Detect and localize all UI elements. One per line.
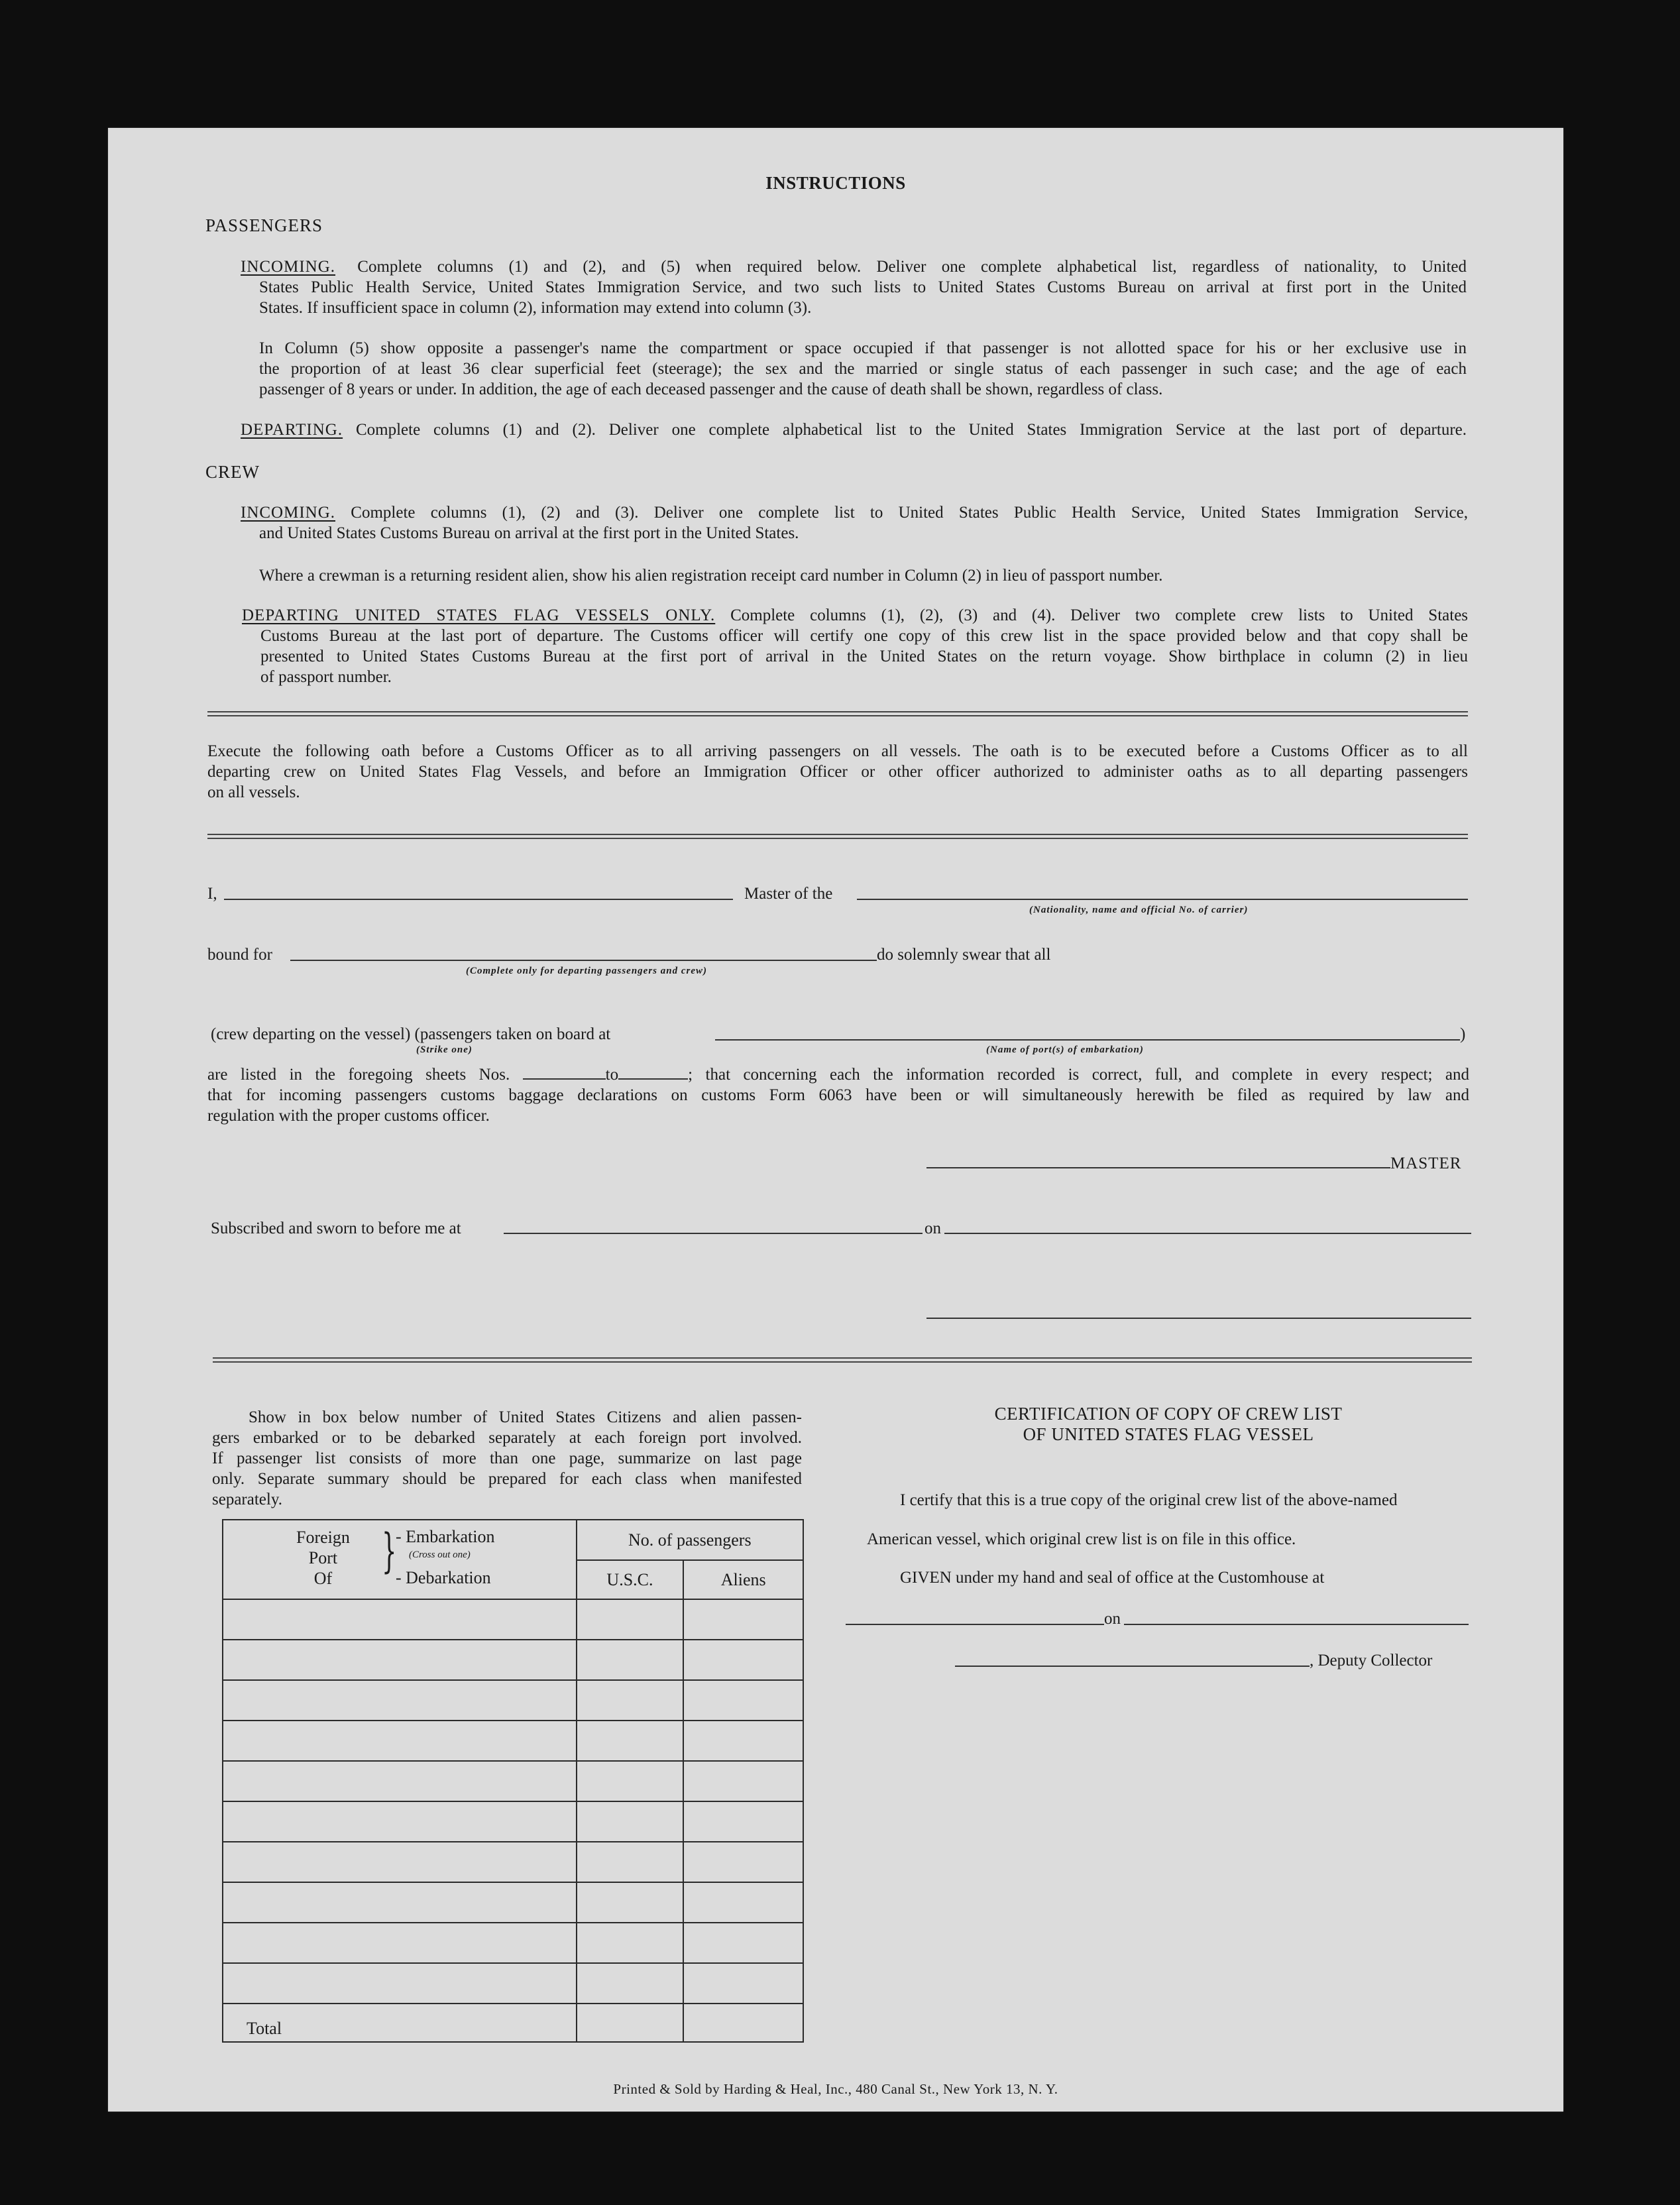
sheet-to-field[interactable] bbox=[618, 1066, 688, 1080]
total-row bbox=[223, 2004, 803, 2042]
customhouse-field[interactable] bbox=[846, 1624, 1104, 1625]
nationality-note: (Nationality, name and official No. of carrier) bbox=[1029, 905, 1249, 915]
sworn-place-field[interactable] bbox=[504, 1233, 923, 1234]
printer-footer: Printed & Sold by Harding & Heal, Inc., 480 Canal St., New York 13, N. Y. bbox=[613, 2081, 1058, 2097]
deputy-collector-label: , Deputy Collector bbox=[1310, 1652, 1433, 1669]
port-label: Port bbox=[308, 1548, 338, 1567]
crew-heading: CREW bbox=[205, 462, 260, 482]
foreign-label: Foreign bbox=[296, 1528, 350, 1547]
crew-departing-text4: of passport number. bbox=[260, 668, 392, 686]
table-row bbox=[223, 1640, 803, 1680]
certify-text1: I certify that this is a true copy of the original crew list of the above-named bbox=[900, 1491, 1398, 1509]
crew-departing-option: (crew departing on the vessel) (passengers taken on board at bbox=[211, 1025, 611, 1043]
bound-note: (Complete only for departing passengers and crew) bbox=[466, 966, 707, 976]
sheet-from-field[interactable] bbox=[523, 1066, 606, 1080]
column5-text3: passenger of 8 years or under. In addition, the age of each deceased passenger and the cause of death shall be shown, regardless of class. bbox=[259, 380, 1163, 398]
listed-text2: that for incoming passengers customs baggage declarations on customs Form 6063 have been or will simultaneously herewith be filed as required by law and bbox=[207, 1086, 1469, 1104]
section-divider bbox=[207, 834, 1468, 839]
certify-on-label: on bbox=[1104, 1610, 1121, 1628]
crew-incoming-text2: and United States Customs Bureau on arrival at the first port in the United States. bbox=[259, 524, 799, 542]
crew-departing-text2: Customs Bureau at the last port of departure. The Customs officer will certify one copy of this crew list in the space provided below and that copy shall be bbox=[260, 627, 1468, 645]
usc-cell[interactable] bbox=[577, 1842, 684, 1882]
foreign-port-header bbox=[223, 1520, 577, 1599]
embarkation-option[interactable]: - Embarkation bbox=[396, 1527, 495, 1546]
usc-total-cell[interactable] bbox=[577, 2004, 684, 2042]
aliens-cell[interactable] bbox=[683, 1923, 803, 1963]
total-label: Total bbox=[223, 2004, 577, 2042]
aliens-header: Aliens bbox=[683, 1560, 803, 1599]
passengers-departing-text: Complete columns (1) and (2). Deliver one complete alphabetical list to the United States Immigration Service at the last port of departure. bbox=[355, 421, 1467, 439]
passengers-incoming-block bbox=[241, 256, 1467, 318]
table-row bbox=[223, 1761, 803, 1801]
table-row bbox=[223, 1923, 803, 1963]
oath-intro-text2: departing crew on United States Flag Vessels, and before an Immigration Officer or other officer authorized to administer oaths as to all departing passengers bbox=[207, 763, 1468, 781]
summary-block bbox=[212, 1407, 802, 1510]
to-label: to bbox=[605, 1066, 619, 1084]
master-name-field[interactable] bbox=[224, 899, 733, 900]
oath-intro-text1: Execute the following oath before a Customs Officer as to all arriving passengers on all vessels. The oath is to be executed before a Customs Officer as to all bbox=[207, 742, 1468, 760]
oath-intro bbox=[207, 741, 1468, 803]
crew-incoming-block bbox=[241, 502, 1468, 543]
page-title: INSTRUCTIONS bbox=[765, 173, 906, 193]
port-note: (Name of port(s) of embarkation) bbox=[986, 1045, 1144, 1055]
officer-signature-field[interactable] bbox=[926, 1318, 1471, 1319]
port-cell[interactable] bbox=[223, 1640, 577, 1680]
aliens-total-cell[interactable] bbox=[683, 2004, 803, 2042]
column5-text1: In Column (5) show opposite a passenger's name the compartment or space occupied if that passenger is not allotted space for his or her exclusive use in bbox=[259, 339, 1467, 357]
passengers-incoming-text3: States. If insufficient space in column (2), information may extend into column (3). bbox=[259, 299, 812, 317]
summary-text4: only. Separate summary should be prepared for each class when manifested bbox=[212, 1470, 802, 1488]
aliens-cell[interactable] bbox=[683, 1963, 803, 2004]
certification-title-1: CERTIFICATION OF COPY OF CREW LIST bbox=[994, 1404, 1343, 1424]
aliens-cell[interactable] bbox=[683, 1680, 803, 1721]
close-paren: ) bbox=[1460, 1025, 1466, 1043]
aliens-cell[interactable] bbox=[683, 1801, 803, 1842]
crew-departing-block bbox=[242, 605, 1468, 687]
subscribed-label: Subscribed and sworn to before me at bbox=[211, 1219, 461, 1237]
section-divider bbox=[213, 1357, 1472, 1363]
debarkation-option[interactable]: - Debarkation bbox=[396, 1568, 491, 1587]
certify-text2: American vessel, which original crew list is on file in this office. bbox=[867, 1530, 1296, 1548]
passengers-heading: PASSENGERS bbox=[205, 215, 323, 235]
summary-text2: gers embarked or to be debarked separately at each foreign port involved. bbox=[212, 1429, 802, 1447]
certify-text3: GIVEN under my hand and seal of office at the Customhouse at bbox=[900, 1569, 1325, 1587]
usc-cell[interactable] bbox=[577, 1882, 684, 1923]
strike-note: (Strike one) bbox=[416, 1045, 473, 1055]
table-row bbox=[223, 1963, 803, 2004]
passengers-incoming-label: INCOMING. bbox=[241, 258, 336, 276]
passenger-summary-table bbox=[222, 1519, 804, 2043]
master-label: MASTER bbox=[1390, 1155, 1462, 1172]
summary-text1: Show in box below number of United States Citizens and alien passen- bbox=[249, 1408, 802, 1426]
oath-i-label: I, bbox=[207, 885, 217, 903]
sworn-on-label: on bbox=[924, 1219, 941, 1237]
passengers-departing-label: DEPARTING. bbox=[241, 421, 343, 439]
bound-for-field[interactable] bbox=[290, 960, 877, 961]
certify-date-field[interactable] bbox=[1124, 1624, 1469, 1625]
port-cell[interactable] bbox=[223, 1721, 577, 1761]
column5-block bbox=[259, 338, 1467, 400]
usc-header: U.S.C. bbox=[577, 1560, 684, 1599]
crew-departing-text3: presented to United States Customs Bureau at the first port of arrival in the United States on the return voyage. Show birthplace in column (2) in lieu bbox=[260, 648, 1468, 665]
table-row bbox=[223, 1721, 803, 1761]
cross-out-note: (Cross out one) bbox=[409, 1550, 471, 1560]
sworn-date-field[interactable] bbox=[944, 1233, 1471, 1234]
swear-text: do solemnly swear that all bbox=[877, 946, 1051, 964]
certification-title-2: OF UNITED STATES FLAG VESSEL bbox=[1023, 1424, 1314, 1444]
usc-cell[interactable] bbox=[577, 1599, 684, 1640]
column5-text2: the proportion of at least 36 clear superficial feet (steerage); the sex and the married or single status of each passenger in such case; and the age of each bbox=[259, 360, 1467, 378]
deputy-signature-field[interactable] bbox=[955, 1666, 1310, 1667]
usc-cell[interactable] bbox=[577, 1761, 684, 1801]
table-row bbox=[223, 1599, 803, 1640]
crew-departing-label: DEPARTING UNITED STATES FLAG VESSELS ONLY. bbox=[242, 606, 716, 624]
port-cell[interactable] bbox=[223, 1963, 577, 2004]
certification-title bbox=[797, 1404, 1540, 1445]
listed-text3: regulation with the proper customs officer. bbox=[207, 1107, 490, 1125]
port-cell[interactable] bbox=[223, 1761, 577, 1801]
aliens-cell[interactable] bbox=[683, 1761, 803, 1801]
table-row bbox=[223, 1680, 803, 1721]
port-cell[interactable] bbox=[223, 1923, 577, 1963]
embarkation-port-field[interactable] bbox=[715, 1039, 1460, 1041]
listed-block bbox=[207, 1064, 1469, 1126]
master-of-label: Master of the bbox=[744, 885, 833, 903]
listed-in-label: are listed in the foregoing sheets Nos. bbox=[207, 1066, 510, 1084]
usc-cell[interactable] bbox=[577, 1640, 684, 1680]
usc-cell[interactable] bbox=[577, 1680, 684, 1721]
crewman-text: Where a crewman is a returning resident alien, show his alien registration receipt card number in Column (2) in lieu of passport number. bbox=[259, 567, 1163, 585]
usc-cell[interactable] bbox=[577, 1963, 684, 2004]
table-row bbox=[223, 1801, 803, 1842]
port-cell[interactable] bbox=[223, 1842, 577, 1882]
aliens-cell[interactable] bbox=[683, 1882, 803, 1923]
crew-departing-text1: Complete columns (1), (2), (3) and (4). Deliver two complete crew lists to United States bbox=[730, 606, 1469, 624]
usc-cell[interactable] bbox=[577, 1801, 684, 1842]
passengers-departing bbox=[241, 420, 1467, 440]
crew-incoming-text1: Complete columns (1), (2) and (3). Deliver one complete list to United States Public Health Service, United States Immigration Service, bbox=[351, 504, 1468, 522]
summary-text3: If passenger list consists of more than one page, summarize on last page bbox=[212, 1449, 802, 1467]
crew-incoming-label: INCOMING. bbox=[241, 504, 336, 522]
carrier-field[interactable] bbox=[857, 899, 1468, 900]
section-divider bbox=[207, 711, 1468, 716]
aliens-cell[interactable] bbox=[683, 1721, 803, 1761]
table-row bbox=[223, 1842, 803, 1882]
of-label: Of bbox=[313, 1569, 333, 1588]
usc-cell[interactable] bbox=[577, 1721, 684, 1761]
brace-icon: } bbox=[382, 1524, 397, 1578]
passengers-incoming-text1: Complete columns (1) and (2), and (5) when required below. Deliver one complete alphabetical list, regardless of nationality, to United bbox=[357, 258, 1467, 276]
no-passengers-header: No. of passengers bbox=[577, 1520, 803, 1560]
port-cell[interactable] bbox=[223, 1801, 577, 1842]
aliens-cell[interactable] bbox=[683, 1842, 803, 1882]
passengers-incoming-text2: States Public Health Service, United States Immigration Service, and two such lists to United States Customs Bureau on arrival at first port in the United bbox=[259, 278, 1467, 296]
aliens-cell[interactable] bbox=[683, 1599, 803, 1640]
bound-for-label: bound for bbox=[207, 946, 272, 964]
port-cell[interactable] bbox=[223, 1882, 577, 1923]
aliens-cell[interactable] bbox=[683, 1640, 803, 1680]
oath-intro-text3: on all vessels. bbox=[207, 783, 300, 801]
port-cell[interactable] bbox=[223, 1680, 577, 1721]
usc-cell[interactable] bbox=[577, 1923, 684, 1963]
summary-text5: separately. bbox=[212, 1491, 282, 1508]
master-signature-field[interactable] bbox=[926, 1167, 1390, 1168]
port-cell[interactable] bbox=[223, 1599, 577, 1640]
listed-rest: ; that concerning each the information recorded is correct, full, and complete in every respect; and bbox=[688, 1066, 1469, 1084]
table-row bbox=[223, 1882, 803, 1923]
